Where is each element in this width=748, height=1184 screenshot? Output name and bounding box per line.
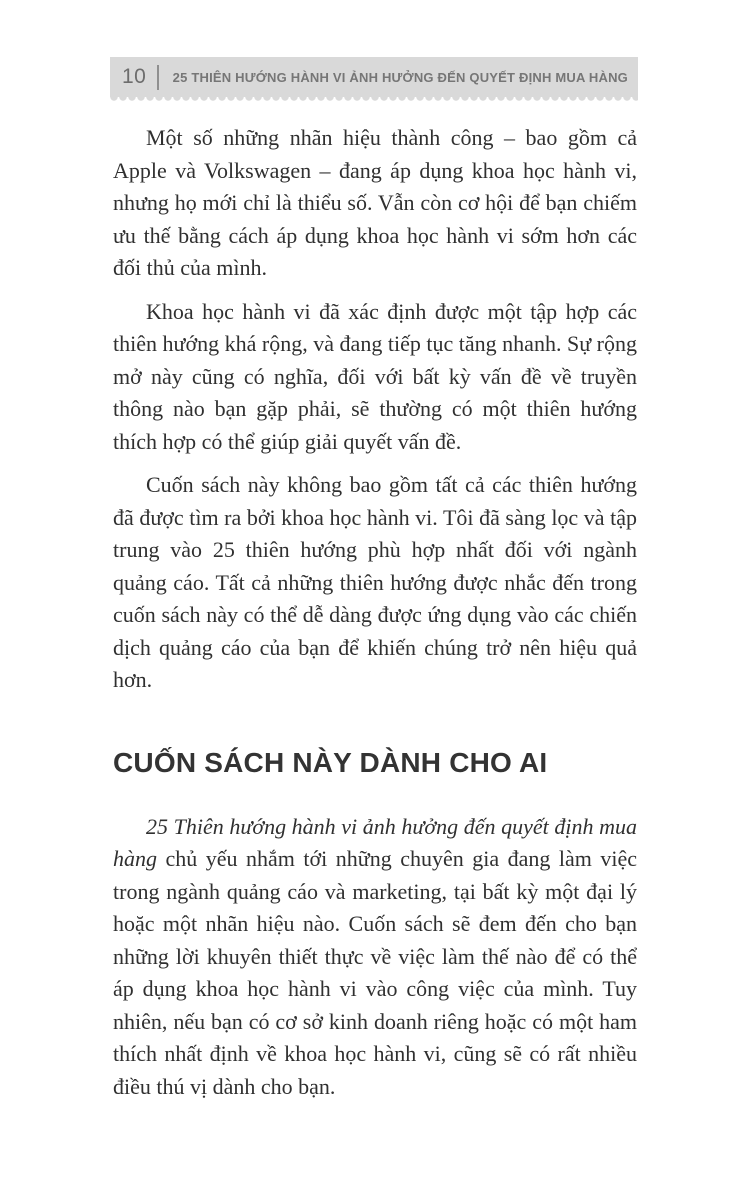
header-left-group — [122, 65, 159, 90]
paragraph-4-text: chủ yếu nhắm tới những chuyên gia đang làm việc trong ngành quảng cáo và marketing, tại bất kỳ một đại lý hoặc một nhãn hiệu nào. Cuốn sách sẽ đem đến cho bạn những lời khuyên thiết thực về việc làm thế nào để có thể áp dụng khoa học hành vi vào công việc của mình. Tuy nhiên, nếu bạn có cơ sở kinh doanh riêng hoặc có một ham thích nhất định về khoa học hành vi, cũng sẽ có rất nhiều điều thú vị dành cho bạn. — [113, 846, 637, 1099]
paragraph-4 — [113, 811, 637, 1104]
paragraph-3: Cuốn sách này không bao gồm tất cả các thiên hướng đã được tìm ra bởi khoa học hành vi. Tôi đã sàng lọc và tập trung vào 25 thiên hướng phù hợp nhất đối với ngành quảng cáo. Tất cả những thiên hướng được nhắc đến trong cuốn sách này có thể dễ dàng được ứng dụng vào các chiến dịch quảng cáo của bạn để khiến chúng trở nên hiệu quả hơn. — [113, 472, 637, 692]
book-title-italic: 25 Thiên hướng hành vi ảnh hưởng đến quyết định mua hàng — [113, 813, 637, 871]
page-number: 10 — [122, 65, 147, 88]
paragraph-2: Khoa học hành vi đã xác định được một tập hợp các thiên hướng khá rộng, và đang tiếp tục tăng nhanh. Sự rộng mở này cũng có nghĩa, đối với bất kỳ vấn đề về truyền thông nào bạn gặp phải, sẽ thường có một thiên hướng thích hợp có thể giúp giải quyết vấn đề. — [113, 298, 637, 454]
section-heading: CUỐN SÁCH NÀY DÀNH CHO AI — [113, 746, 548, 778]
page-content — [113, 122, 637, 1114]
header-perforated-edge — [110, 97, 638, 102]
paragraph-1: Một số những nhãn hiệu thành công – bao gồm cả Apple và Volkswagen – đang áp dụng khoa học hành vi, nhưng họ mới chỉ là thiểu số. Vẫn còn cơ hội để bạn chiếm ưu thế bằng cách áp dụng khoa học hành vi sớm hơn các đối thủ của mình. — [113, 125, 637, 280]
header-divider — [157, 65, 159, 90]
page-header — [110, 57, 638, 97]
running-title: 25 THIÊN HƯỚNG HÀNH VI ẢNH HƯỞNG ĐẾN QUYẾT ĐỊNH MUA HÀNG — [172, 69, 628, 85]
